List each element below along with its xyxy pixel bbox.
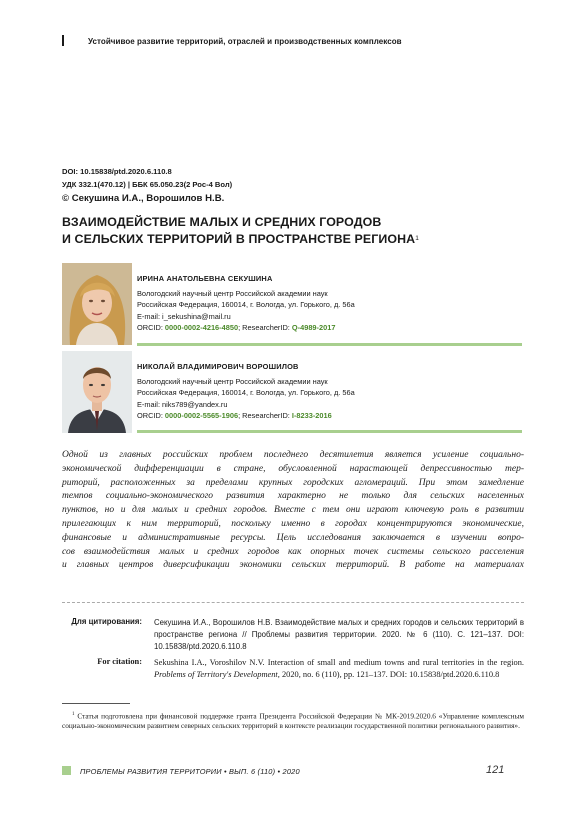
footer-marker xyxy=(62,766,71,775)
abstract-line: финансовые и административные ресурсы. Цель исследования заключается в изучении вопро- xyxy=(62,532,524,543)
citation-journal-name: Problems of Territory's Development xyxy=(154,670,278,679)
citation-en-text: Sekushina I.A., Voroshilov N.V. Interaction of small and medium towns and rural territories in the region. Problems of Territory's Development, 2020, no. 6 (110), pp. 121–137. DOI: 10.15838/ptd.2020.6.110.8 xyxy=(154,658,524,679)
orcid-link[interactable]: 0000-0002-4216-4850 xyxy=(164,323,239,333)
footnote-mark: 1 xyxy=(72,712,75,717)
author-info xyxy=(137,273,355,334)
article-title xyxy=(62,214,419,248)
abstract-line: прилегающих к ним территорий, поскольку именно в городах концентрируются экономические, xyxy=(62,518,524,529)
author-divider xyxy=(137,430,522,433)
researcher-id-link[interactable]: I-8233-2016 xyxy=(291,411,332,421)
author-photo xyxy=(62,263,132,345)
author-ids: ORCID: 0000-0002-4216-4850; ResearcherID: Q-4989-2017 xyxy=(137,323,336,333)
title-footnote-mark: 1 xyxy=(415,235,419,242)
orcid-link[interactable]: 0000-0002-5565-1906 xyxy=(164,411,239,421)
author-divider xyxy=(137,343,522,346)
citation-ru-label: Для цитирования: xyxy=(71,617,142,626)
doi-line: DOI: 10.15838/ptd.2020.6.110.8 xyxy=(62,167,172,176)
udk-line: УДК 332.1(470.12) | ББК 65.050.23(2 Рос-4 Вол) xyxy=(62,180,233,189)
author-photo xyxy=(62,351,132,433)
author-org: Вологодский научный центр Российской академии наук xyxy=(137,288,328,298)
author-info xyxy=(137,361,355,422)
citation-en-label: For citation: xyxy=(97,657,142,666)
page-number: 121 xyxy=(486,764,505,776)
abstract-line: и главных центров диверсификации экономики сельских территорий. В работе на материалах xyxy=(62,560,524,571)
header-marker xyxy=(62,35,64,46)
author-name: ИРИНА АНАТОЛЬЕВНА СЕКУШИНА xyxy=(137,274,273,283)
copyright-line: © Секушина И.А., Ворошилов Н.В. xyxy=(62,193,225,204)
author-name: НИКОЛАЙ ВЛАДИМИРОВИЧ ВОРОШИЛОВ xyxy=(137,362,299,371)
abstract-line: риторий, расположенных за пределами крупных городских агломераций. При этом замедление xyxy=(62,477,524,488)
abstract-line: сов взаимодействия малых и средних городов как опорных точек системы сельского расселения xyxy=(62,546,524,557)
abstract xyxy=(62,449,524,573)
journal-section-header: Устойчивое развитие территорий, отраслей и производственных комплексов xyxy=(88,37,402,46)
author-address: Российская Федерация, 160014, г. Вологда, ул. Горького, д. 56а xyxy=(137,388,355,398)
researcher-id-link[interactable]: Q-4989-2017 xyxy=(291,323,336,333)
author-org: Вологодский научный центр Российской академии наук xyxy=(137,376,328,386)
citation-divider xyxy=(62,602,524,603)
abstract-line: пунктов, но и для малых и средних городов. Вместе с тем они играют ключевую роль в развитии xyxy=(62,505,524,516)
footnote-rule xyxy=(62,703,130,704)
title-line-2: И СЕЛЬСКИХ ТЕРРИТОРИЙ В ПРОСТРАНСТВЕ РЕГИОНА$^1$ xyxy=(62,232,419,246)
citation-ru-text: Секушина И.А., Ворошилов Н.В. Взаимодействие малых и средних городов и сельских территорий в пространстве региона // Проблемы развития территории. 2020. № 6 (110). С. 121–137. DOI: 10.15838/ptd.2020.6.110.8 xyxy=(154,618,524,651)
author-email[interactable]: E-mail: niks789@yandex.ru xyxy=(137,399,228,409)
abstract-line: Одной из главных российских проблем последнего десятилетия является усиление социально- xyxy=(62,450,524,460)
title-line-1: ВЗАИМОДЕЙСТВИЕ МАЛЫХ И СРЕДНИХ ГОРОДОВ xyxy=(62,215,382,229)
footnote: $^1$ Статья подготовлена при финансовой поддержке гранта Президента Российской Федерации № МК-2019.2020.6 «Управление комплексным социально-экономическим развитием северных сельских территорий в контексте реализации государственной политики регионального развития». xyxy=(62,711,524,731)
author-ids: ORCID: 0000-0002-5565-1906; ResearcherID: I-8233-2016 xyxy=(137,411,332,421)
abstract-line: темпов социально-экономического развития характерно не только для сельских населенных xyxy=(62,491,524,502)
author-address: Российская Федерация, 160014, г. Вологда, ул. Горького, д. 56а xyxy=(137,300,355,310)
footer-journal: ПРОБЛЕМЫ РАЗВИТИЯ ТЕРРИТОРИИ • ВЫП. 6 (110) • 2020 xyxy=(80,767,300,776)
abstract-line: экономической дифференциации в стране, обусловленной нарастающей депрессивностью тер- xyxy=(62,463,524,474)
author-email[interactable]: E-mail: i_sekushina@mail.ru xyxy=(137,311,231,321)
